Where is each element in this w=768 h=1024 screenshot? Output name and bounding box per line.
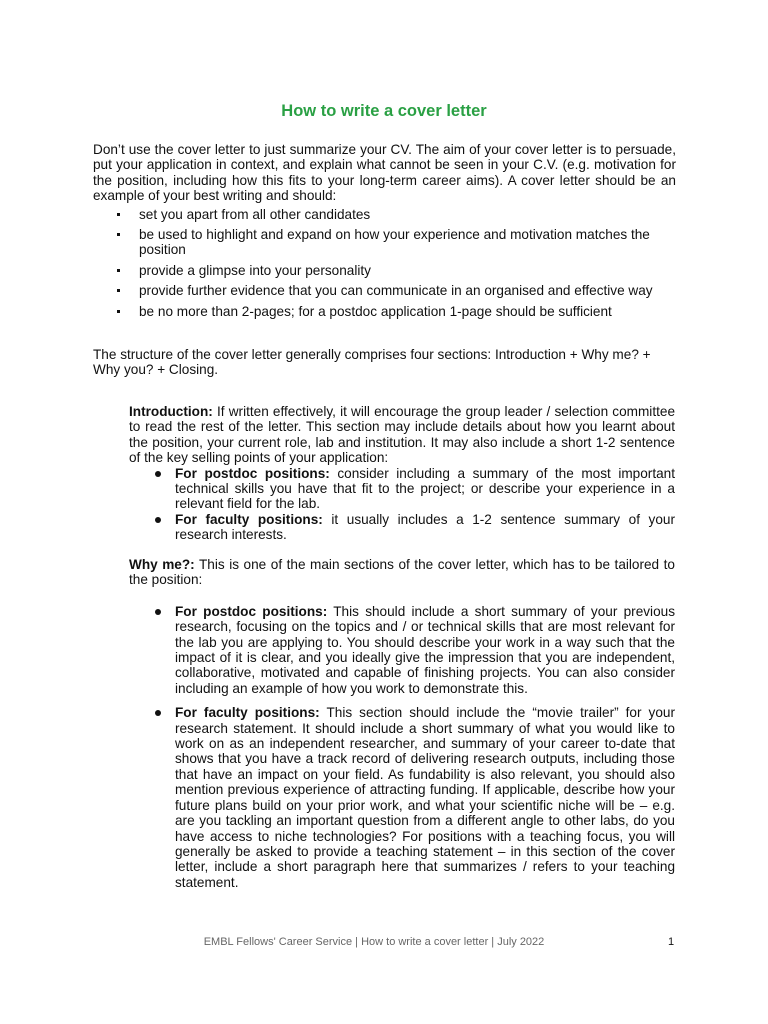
bullet-label: For faculty positions: xyxy=(175,705,320,721)
list-item: set you apart from all other candidates xyxy=(93,207,676,222)
introduction-bullet-list xyxy=(129,466,675,543)
intro-paragraph: Don’t use the cover letter to just summarize your CV. The aim of your cover letter is to persuade, put your application in context, and explain what cannot be seen in your C.V. (e.g. motivation for the position, including how this fits to your long-term career aims). A cover letter should be an example of your best writing and should: xyxy=(93,142,676,204)
bullet-text: This section should include the “movie trailer” for your research statement. It should include a short summary of what you would like to work on as an independent researcher, and summary of your career to-date that shows that you have a track record of delivering research outputs, including those that have an impact on your field. As fundability is also relevant, you should also mention previous experience of attracting funding. If applicable, describe how your future plans build on your prior work, and what your scientific niche will be – e.g. are you tackling an important question from a different angle to other labs, do you have access to niche technologies? For positions with a teaching focus, you will generally be asked to provide a teaching statement – in this section of the cover letter, include a short paragraph here that summarizes / refers to your teaching statement. xyxy=(175,705,675,890)
introduction-text: If written effectively, it will encourage the group leader / selection committee to read the rest of the letter. This section may include details about how you learnt about the position, your current role, lab and institution. It may also include a short 1-2 sentence of the key selling points of your application: xyxy=(129,404,675,466)
introduction-heading: Introduction: xyxy=(129,404,213,419)
bullet-label: For postdoc positions: xyxy=(175,465,330,481)
bullet-label: For postdoc positions: xyxy=(175,603,328,619)
why-me-text: This is one of the main sections of the cover letter, which has to be tailored to the position: xyxy=(129,557,675,588)
bullet-text: consider including a summary of the most important technical skills you have that fit to the project; or describe your experience in a relevant field for the lab. xyxy=(175,465,675,512)
bullet-text: it usually includes a 1-2 sentence summary of your research interests. xyxy=(175,511,675,543)
list-item xyxy=(129,466,675,512)
bullet-label: For faculty positions: xyxy=(175,511,323,527)
intro-bullet-list xyxy=(93,207,676,319)
intro-section xyxy=(93,142,676,324)
why-me-paragraph xyxy=(129,557,675,588)
why-me-heading: Why me?: xyxy=(129,557,195,572)
bullet-text: This should include a short summary of your previous research, focusing on the topics and / or technical skills that are most relevant for the lab you are applying to. You should describe your work in a way such that the impact of it is clear, and you ideally give the impression that you are independent, collaborative, motivated and capable of finishing projects. You can also consider including an example of how you work to demonstrate this. xyxy=(175,603,675,696)
list-item: be used to highlight and expand on how your experience and motivation matches the position xyxy=(93,227,676,258)
list-item xyxy=(129,705,675,890)
page-footer: EMBL Fellows' Career Service | How to write a cover letter | July 2022 xyxy=(203,936,545,948)
list-item xyxy=(129,512,675,543)
structure-paragraph: The structure of the cover letter generally comprises four sections: Introduction + Why me? + Why you? + Closing. xyxy=(93,347,651,378)
page-number: 1 xyxy=(668,936,675,948)
list-item: be no more than 2-pages; for a postdoc application 1-page should be sufficient xyxy=(93,304,676,319)
why-me-section xyxy=(129,557,675,899)
page-title: How to write a cover letter xyxy=(281,102,487,120)
list-item: provide further evidence that you can communicate in an organised and effective way xyxy=(93,283,676,298)
introduction-paragraph xyxy=(129,404,675,466)
list-item xyxy=(129,604,675,696)
why-me-bullet-list xyxy=(129,604,675,890)
list-item: provide a glimpse into your personality xyxy=(93,263,676,278)
introduction-section xyxy=(129,404,675,543)
